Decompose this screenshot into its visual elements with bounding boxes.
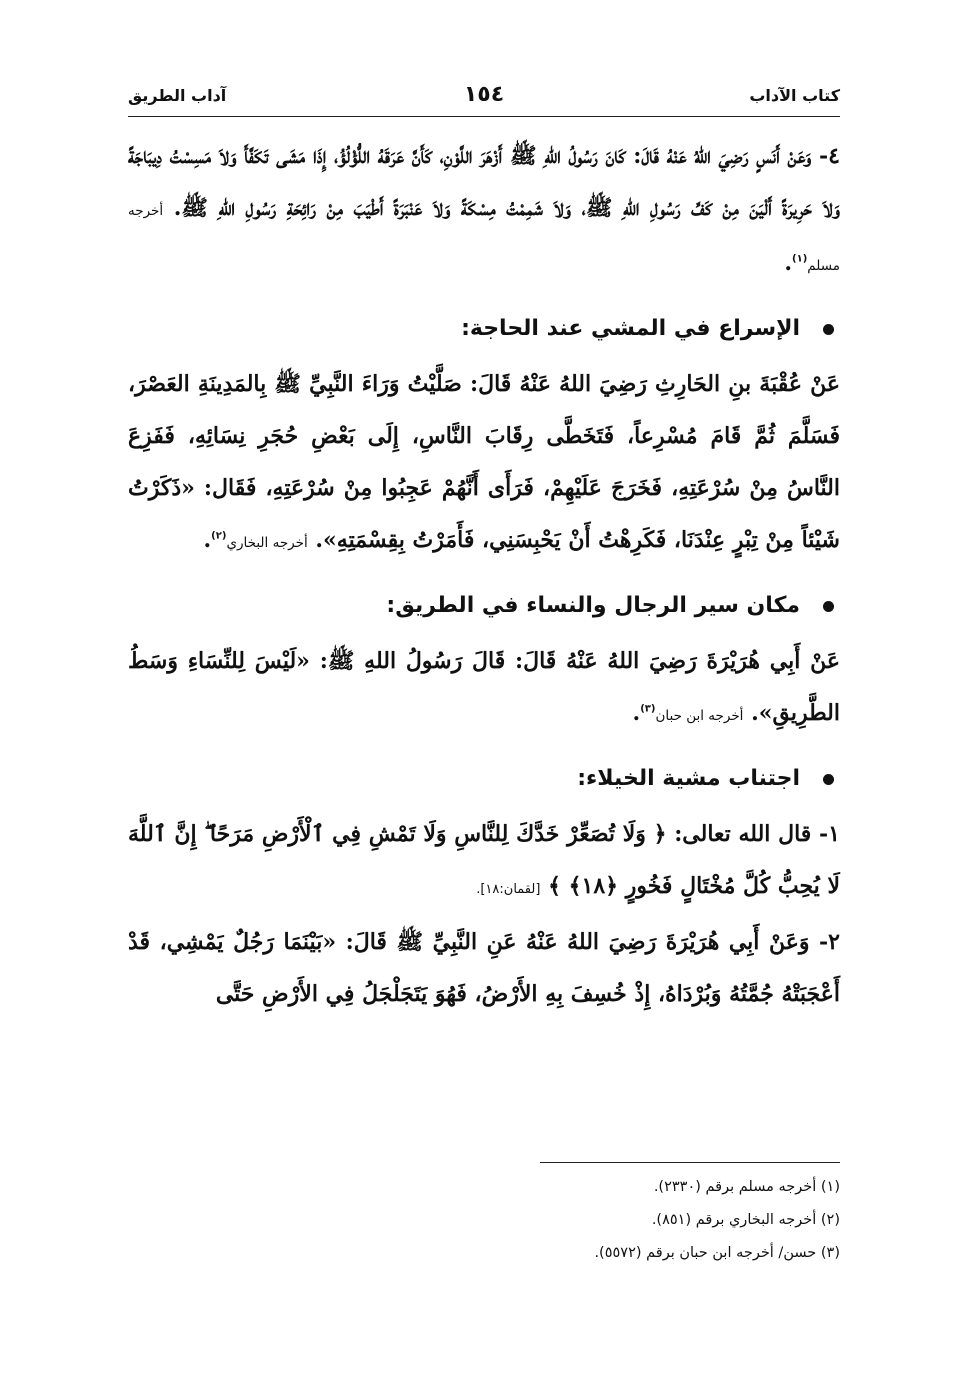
section-heading-arrogance bbox=[128, 754, 840, 804]
footnote-2: (٢) أخرجه البخاري برقم (٨٥١). bbox=[651, 1212, 840, 1228]
heading-text: اجتناب مشية الخيلاء: bbox=[577, 766, 800, 791]
hadith-text: عَنْ عُقْبَةَ بنِ الحَارِثِ رَضِيَ اللهُ عَنْهُ قَالَ: صَلَّيْتُ وَرَاءَ النَّبِيِّ ﷺ بِالمَدِينَةِ العَصْرَ، فَسَلَّمَ ثُمَّ قَامَ مُسْرِعاً، فَتَخَطَّى رِقَابَ النَّاسِ، إِلَى بَعْضِ حُجَرِ نِسَائِهِ، فَفَزِعَ النَّاسُ مِنْ سُرْعَتِهِ، فَخَرَجَ عَلَيْهِمْ، فَرَأَى أَنَّهُمْ عَجِبُوا مِنْ سُرْعَتِهِ، فَقَال: «ذَكَرْتُ شَيْئاً مِنْ تِبْرٍ عِنْدَنَا، فَكَرِهْتُ أَنْ يَحْبِسَنِي، فَأَمَرْتُ بِقِسْمَتِهِ». bbox=[128, 371, 840, 553]
verse-intro: قال الله تعالى: bbox=[674, 821, 812, 847]
heading-text: الإسراع في المشي عند الحاجة: bbox=[461, 316, 800, 341]
footnotes bbox=[128, 1162, 840, 1270]
hadith-source: أخرجه البخاري bbox=[226, 535, 308, 551]
verse-reference: [لقمان:١٨]. bbox=[476, 882, 541, 897]
hadith-source: أخرجه مسلم bbox=[128, 203, 840, 274]
heading-text: مكان سير الرجال والنساء في الطريق: bbox=[386, 593, 800, 618]
book-title: كتاب الآداب bbox=[749, 86, 840, 105]
bullet-icon bbox=[823, 774, 834, 785]
chapter-title: آداب الطريق bbox=[128, 86, 227, 105]
footnote-marker: (٣) bbox=[640, 703, 656, 715]
hadith-text: عَنْ أَبِي هُرَيْرَةَ رَضِيَ اللهُ عَنْهُ قَالَ: قَالَ رَسُولُ اللهِ ﷺ: «لَيْسَ لِلنِّسَاءِ وَسَطُ الطَّرِيقِ». bbox=[128, 648, 840, 726]
hadith-paragraph-4: ٤- وَعَنْ أَنَسٍ رَضِيَ اللهُ عَنْهُ قَالَ: كَانَ رَسُولُ اللهِ ﷺ أَزْهَرَ اللَّوْنِ، كَأَنَّ عَرَقَهُ اللُّؤْلُؤُ، إِذَا مَشَى تَكَفَّأَ وَلاَ مَسِسْتُ دِيبَاجَةً وَلاَ حَرِيرَةً أَلْيَنَ مِنْ كَفِّ رَسُولِ اللهِ ﷺ، وَلاَ شَمِمْتُ مِسْكَةً وَلاَ عَنْبَرَةً أَطْيَبَ مِنْ رَائِحَةِ رَسُولِ اللهِ ﷺ. أخرجه مسلم$^{(١)}$. bbox=[128, 143, 840, 276]
hadith-paragraph-2 bbox=[128, 916, 840, 1020]
hadith-text: وَعَنْ أَبِي هُرَيْرَةَ رَضِيَ اللهُ عَنْهُ عَنِ النَّبِيِّ ﷺ قَالَ: «بَيْنَمَا رَجُلٌ يَمْشِي، قَدْ أَعْجَبَتْهُ جُمَّتُهُ وَبُرْدَاهُ، إِذْ خُسِفَ بِهِ الأَرْضُ، فَهُوَ يَتَجَلْجَلُ فِي الأَرْضِ حَتَّى bbox=[128, 929, 840, 1007]
item-number: ١- bbox=[819, 821, 840, 847]
quran-paragraph-1 bbox=[128, 808, 840, 916]
item-number: ٢- bbox=[819, 929, 840, 955]
footnote-3: (٣) حسن/ أخرجه ابن حبان برقم (٥٥٧٢). bbox=[594, 1245, 840, 1261]
hadith-paragraph-abuhurairah: عَنْ أَبِي هُرَيْرَةَ رَضِيَ اللهُ عَنْهُ قَالَ: قَالَ رَسُولُ اللهِ ﷺ: «لَيْسَ لِلنِّسَاءِ وَسَطُ الطَّرِيقِ». أخرجه ابن حبان$^{(٣)}$. bbox=[128, 648, 840, 726]
section-heading-walking-place bbox=[128, 581, 840, 631]
quran-verse: ﴿ وَلَا تُصَعِّرْ خَدَّكَ لِلنَّاسِ وَلَا تَمْشِ فِي ٱلْأَرْضِ مَرَحًا ۖ إِنَّ ٱللَّهَ لَا يُحِبُّ كُلَّ مُخْتَالٍ فَخُورٍ ﴿١٨﴾ ﴾ bbox=[128, 821, 840, 899]
running-header bbox=[128, 80, 840, 117]
bullet-icon bbox=[823, 324, 834, 335]
bullet-icon bbox=[823, 601, 834, 612]
footnote-marker: (١) bbox=[792, 253, 808, 265]
footnote-1: (١) أخرجه مسلم برقم (٢٣٣٠). bbox=[653, 1179, 840, 1195]
hadith-paragraph-uqbah: عَنْ عُقْبَةَ بنِ الحَارِثِ رَضِيَ اللهُ عَنْهُ قَالَ: صَلَّيْتُ وَرَاءَ النَّبِيِّ ﷺ بِالمَدِينَةِ العَصْرَ، فَسَلَّمَ ثُمَّ قَامَ مُسْرِعاً، فَتَخَطَّى رِقَابَ النَّاسِ، إِلَى بَعْضِ حُجَرِ نِسَائِهِ، فَفَزِعَ النَّاسُ مِنْ سُرْعَتِهِ، فَخَرَجَ عَلَيْهِمْ، فَرَأَى أَنَّهُمْ عَجِبُوا مِنْ سُرْعَتِهِ، فَقَال: «ذَكَرْتُ شَيْئاً مِنْ تِبْرٍ عِنْدَنَا، فَكَرِهْتُ أَنْ يَحْبِسَنِي، فَأَمَرْتُ بِقِسْمَتِهِ». أخرجه البخاري$^{(٢)}$. bbox=[128, 371, 840, 553]
hadith-text: وَعَنْ أَنَسٍ رَضِيَ اللهُ عَنْهُ قَالَ: كَانَ رَسُولُ اللهِ ﷺ أَزْهَرَ اللَّوْنِ، كَأَنَّ عَرَقَهُ اللُّؤْلُؤُ، إِذَا مَشَى تَكَفَّأَ وَلاَ مَسِسْتُ دِيبَاجَةً وَلاَ حَرِيرَةً أَلْيَنَ مِنْ كَفِّ رَسُولِ اللهِ ﷺ، وَلاَ شَمِمْتُ مِسْكَةً وَلاَ عَنْبَرَةً أَطْيَبَ مِنْ رَائِحَةِ رَسُولِ اللهِ ﷺ. bbox=[128, 143, 840, 221]
item-number: ٤- bbox=[819, 143, 840, 169]
hadith-source: أخرجه ابن حبان bbox=[655, 708, 744, 724]
footnote-separator bbox=[540, 1162, 840, 1163]
section-heading-hurry bbox=[128, 304, 840, 354]
footnote-marker: (٢) bbox=[211, 530, 227, 542]
page-body bbox=[128, 130, 840, 1020]
page-number: ١٥٤ bbox=[463, 82, 505, 107]
